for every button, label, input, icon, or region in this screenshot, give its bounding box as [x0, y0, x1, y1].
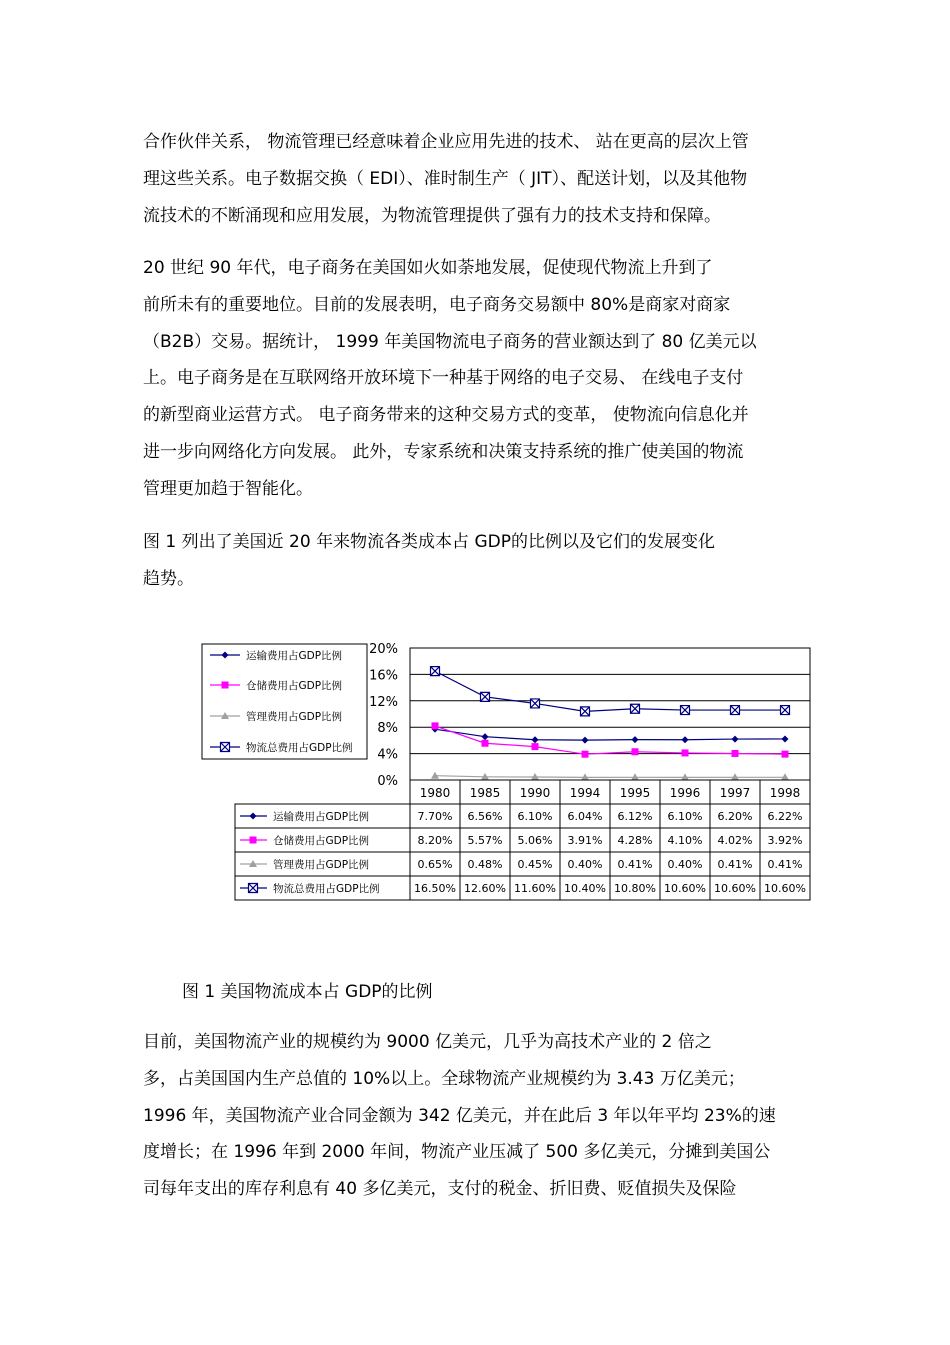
x-tick-label: 1995	[619, 786, 651, 800]
text-line: （B2B）交易。据统计， 1999 年美国物流电子商务的营业额达到了 80 亿美元以	[143, 331, 757, 352]
legend-label: 管理费用占GDP比例	[246, 711, 343, 723]
text-line: 前所未有的重要地位。目前的发展表明，电子商务交易额中 80%是商家对商家	[143, 294, 731, 315]
data-point	[682, 749, 689, 756]
data-label: 0.48%	[467, 858, 503, 871]
x-tick-label: 1997	[719, 786, 751, 800]
x-tick-label: 1990	[519, 786, 551, 800]
y-tick-label: 4%	[377, 747, 398, 763]
data-point	[431, 667, 440, 676]
data-point	[631, 704, 640, 713]
data-label: 0.40%	[667, 858, 703, 871]
data-label: 4.10%	[667, 834, 703, 847]
legend-label: 物流总费用占GDP比例	[246, 742, 353, 754]
data-point	[782, 751, 789, 758]
paragraph-2	[143, 250, 808, 508]
data-label: 5.06%	[517, 834, 553, 847]
logistics-cost-chart	[200, 636, 812, 904]
paragraph-3	[143, 524, 808, 598]
data-point	[731, 706, 740, 715]
text-line: 进一步向网络化方向发展。 此外，专家系统和决策支持系统的推广使美国的物流	[143, 441, 744, 462]
data-label: 0.41%	[617, 858, 653, 871]
data-label: 16.50%	[414, 882, 456, 895]
text-line: 20 世纪 90 年代，电子商务在美国如火如荼地发展，促使现代物流上升到了	[143, 258, 713, 278]
data-label: 0.65%	[417, 858, 453, 871]
legend-label: 运输费用占GDP比例	[246, 650, 343, 662]
table-legend-marker	[250, 813, 257, 820]
data-label: 0.40%	[567, 858, 603, 871]
paragraph-1	[143, 124, 808, 234]
data-point	[482, 740, 489, 747]
data-label: 10.40%	[564, 882, 606, 895]
plot-area	[410, 648, 810, 780]
y-tick-label: 16%	[369, 668, 398, 684]
legend-marker	[221, 743, 230, 752]
x-tick-label: 1980	[419, 786, 451, 800]
text-line: 管理更加趋于智能化。	[143, 478, 313, 499]
text-line: 目前，美国物流产业的规模约为 9000 亿美元，几乎为高技术产业的 2 倍之	[143, 1032, 712, 1052]
table-series-label: 物流总费用占GDP比例	[273, 883, 380, 895]
table-series-label: 管理费用占GDP比例	[273, 859, 370, 871]
data-point	[432, 722, 439, 729]
text-line: 趋势。	[143, 568, 194, 589]
text-line: 1996 年，美国物流产业合同金额为 342 亿美元，并在此后 3 年以年平均 23%的速	[143, 1105, 776, 1126]
data-label: 3.92%	[767, 834, 803, 847]
data-label: 4.28%	[617, 834, 653, 847]
y-tick-label: 12%	[369, 694, 398, 710]
data-point	[681, 706, 690, 715]
x-tick-label: 1994	[569, 786, 601, 800]
data-label: 6.04%	[567, 810, 603, 823]
legend-label: 仓储费用占GDP比例	[246, 680, 343, 692]
data-label: 8.20%	[417, 834, 453, 847]
table-series-label: 仓储费用占GDP比例	[273, 835, 370, 847]
data-label: 6.20%	[717, 810, 753, 823]
data-label: 0.41%	[717, 858, 753, 871]
data-label: 3.91%	[567, 834, 603, 847]
x-tick-label: 1985	[469, 786, 501, 800]
text-line: 合作伙伴关系， 物流管理已经意味着企业应用先进的技术、 站在更高的层次上管	[143, 132, 749, 152]
data-point	[582, 751, 589, 758]
legend-marker	[222, 682, 229, 689]
data-label: 6.10%	[517, 810, 553, 823]
data-label: 6.10%	[667, 810, 703, 823]
text-line: 的新型商业运营方式。 电子商务带来的这种交易方式的变革， 使物流向信息化并	[143, 405, 749, 426]
text-line: 理这些关系。电子数据交换（ EDI）、准时制生产（ JIT）、配送计划，以及其他物	[143, 168, 748, 189]
data-point	[632, 748, 639, 755]
table-legend-marker	[249, 884, 258, 893]
table-series-label: 运输费用占GDP比例	[273, 811, 370, 823]
text-line: 度增长；在 1996 年到 2000 年间，物流产业压减了 500 多亿美元，分摊到美国公	[143, 1142, 771, 1163]
text-line: 流技术的不断涌现和应用发展，为物流管理提供了强有力的技术支持和保障。	[143, 205, 721, 226]
data-point	[531, 699, 540, 708]
data-label: 10.60%	[664, 882, 706, 895]
data-point	[532, 743, 539, 750]
data-label: 0.41%	[767, 858, 803, 871]
text-line: 多，占美国国内生产总值的 10%以上。全球物流产业规模约为 3.43 万亿美元；	[143, 1068, 745, 1089]
y-tick-label: 0%	[377, 774, 398, 789]
data-label: 0.45%	[517, 858, 553, 871]
x-tick-label: 1998	[769, 786, 801, 800]
paragraph-4	[143, 1024, 808, 1208]
y-tick-label: 20%	[369, 642, 398, 657]
y-tick-label: 8%	[377, 721, 398, 737]
table-legend-marker	[250, 837, 257, 844]
text-line: 司每年支出的库存利息有 40 多亿美元，支付的税金、折旧费、贬值损失及保险	[143, 1179, 737, 1200]
data-label: 5.57%	[467, 834, 503, 847]
data-point	[481, 692, 490, 701]
x-tick-label: 1996	[669, 786, 701, 800]
data-label: 10.60%	[764, 882, 806, 895]
data-label: 4.02%	[717, 834, 753, 847]
data-point	[581, 707, 590, 716]
data-label: 10.80%	[614, 882, 656, 895]
data-point	[732, 750, 739, 757]
text-line: 上。电子商务是在互联网络开放环境下一种基于网络的电子交易、 在线电子支付	[143, 368, 744, 389]
text-line: 图 1 列出了美国近 20 年来物流各类成本占 GDP的比例以及它们的发展变化	[143, 532, 715, 552]
data-label: 10.60%	[714, 882, 756, 895]
figure-caption: 图 1 美国物流成本占 GDP的比例	[182, 982, 433, 1002]
data-label: 12.60%	[464, 882, 506, 895]
data-label: 11.60%	[514, 882, 556, 895]
data-label: 6.22%	[767, 810, 803, 823]
data-label: 7.70%	[417, 810, 453, 823]
data-label: 6.12%	[617, 810, 653, 823]
data-label: 6.56%	[467, 810, 503, 823]
data-point	[781, 706, 790, 715]
